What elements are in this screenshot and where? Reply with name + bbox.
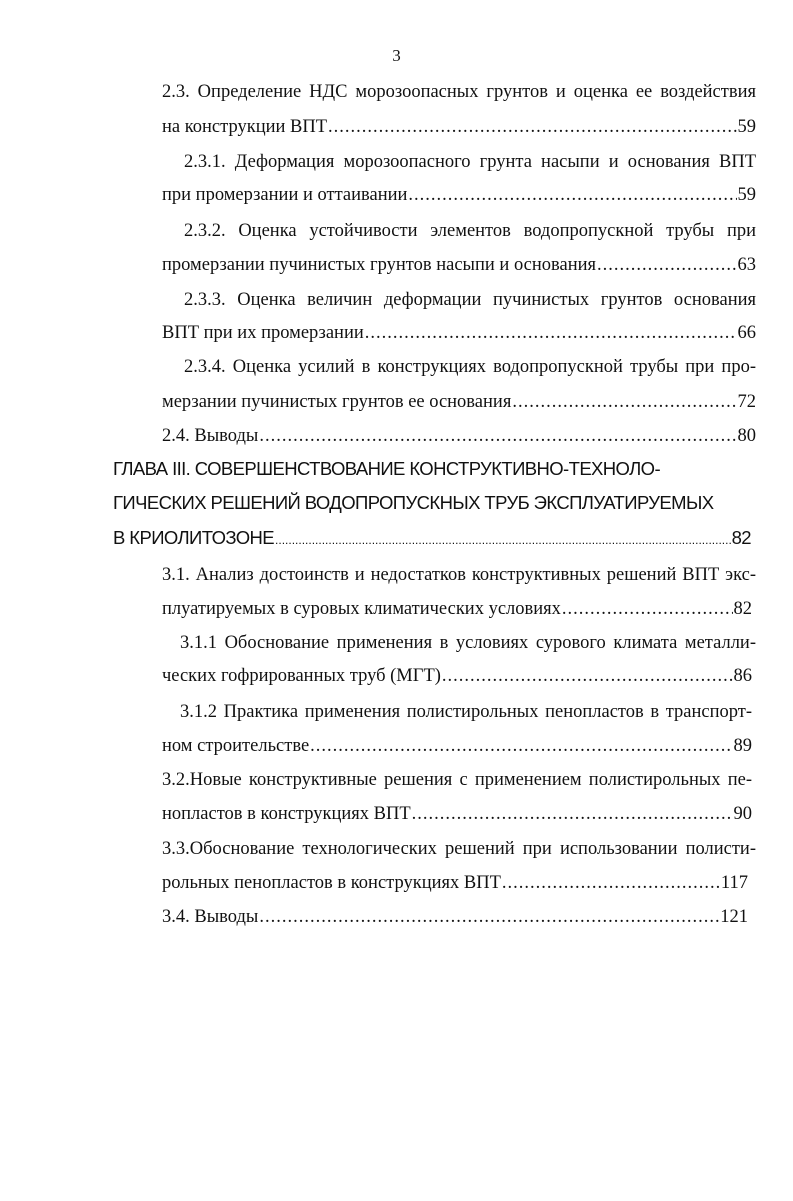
page-number: 3 <box>392 46 401 65</box>
toc-entry-2-3-4-line2 <box>162 390 756 414</box>
toc-entry-text: на конструкции ВПТ <box>162 117 328 137</box>
toc-page-number: 59 <box>737 185 756 205</box>
toc-page-number: 63 <box>737 255 756 275</box>
toc-page-number: 59 <box>737 117 756 137</box>
toc-page-number: 89 <box>733 736 752 756</box>
toc-entry-2-3-4-line1: 2.3.4. Оценка усилий в конструкциях водопропускной трубы при про- <box>184 357 756 377</box>
leader-dots <box>412 802 733 826</box>
toc-entry-2-3-2-line1: 2.3.2. Оценка устойчивости элементов водопропускной трубы при <box>184 221 756 241</box>
toc-entry-text: В КРИОЛИТОЗОНЕ <box>113 527 275 548</box>
toc-entry-text: рольных пенопластов в конструкциях ВПТ <box>162 873 501 893</box>
toc-entry-3-2-line2 <box>162 802 752 826</box>
toc-chapter-3-line2: ГИЧЕСКИХ РЕШЕНИЙ ВОДОПРОПУСКНЫХ ТРУБ ЭКСПЛУАТИРУЕМЫХ <box>113 492 714 513</box>
toc-page-number: 121 <box>720 907 748 927</box>
leader-dots <box>328 115 736 139</box>
toc-page-number: 82 <box>731 527 751 548</box>
toc-entry-3-3-line2 <box>162 871 748 895</box>
toc-entry-2-4 <box>162 424 756 448</box>
toc-page-number: 86 <box>733 666 752 686</box>
toc-entry-text: нопластов в конструкциях ВПТ <box>162 804 411 824</box>
toc-page-number: 66 <box>737 323 756 343</box>
toc-page-number: 82 <box>733 599 752 619</box>
toc-entry-3-1-2-line1: 3.1.2 Практика применения полистирольных пенопластов в транспорт- <box>180 702 752 722</box>
toc-entry-text: ческих гофрированных труб (МГТ) <box>162 666 441 686</box>
toc-entry-3-3-line1: 3.3.Обоснование технологических решений при использовании полисти- <box>162 839 756 859</box>
toc-entry-text: ВПТ при их промерзании <box>162 323 364 343</box>
toc-entry-3-1-2-line2 <box>162 734 752 758</box>
toc-entry-text: при промерзании и оттаивании <box>162 185 408 205</box>
toc-entry-2-3-3-line2 <box>162 321 756 345</box>
leader-dots <box>310 734 732 758</box>
toc-entry-2-3-1-line1: 2.3.1. Деформация морозоопасного грунта насыпи и основания ВПТ <box>184 152 756 172</box>
toc-entry-text: промерзании пучинистых грунтов насыпи и основания <box>162 255 597 275</box>
toc-entry-3-1-1-line2 <box>162 664 752 688</box>
toc-page-number: 90 <box>733 804 752 824</box>
toc-entry-2-3-line1: 2.3. Определение НДС морозоопасных грунтов и оценка ее воздействия <box>162 82 756 102</box>
leader-dots <box>597 253 736 277</box>
leader-dots <box>442 664 733 688</box>
toc-entry-text: 3.4. Выводы <box>162 907 259 927</box>
toc-entry-3-1-line1: 3.1. Анализ достоинств и недостатков конструктивных решений ВПТ экс- <box>162 565 756 585</box>
toc-entry-text: мерзании пучинистых грунтов ее основания <box>162 392 512 412</box>
toc-entry-2-3-3-line1: 2.3.3. Оценка величин деформации пучинистых грунтов основания <box>184 290 756 310</box>
leader-dots <box>259 424 736 448</box>
toc-entry-3-4 <box>162 905 748 929</box>
toc-entry-3-1-line2 <box>162 597 752 621</box>
toc-entry-2-3-line2 <box>162 115 756 139</box>
toc-page-number: 72 <box>737 392 756 412</box>
toc-entry-text: плуатируемых в суровых климатических условиях <box>162 599 561 619</box>
toc-entry-text: ном строительстве <box>162 736 310 756</box>
leader-dots <box>512 390 736 414</box>
leader-dots <box>408 183 736 207</box>
leader-dots <box>275 528 731 552</box>
toc-entry-3-2-line1: 3.2.Новые конструктивные решения с применением полистирольных пе- <box>162 770 752 790</box>
toc-entry-text: 2.4. Выводы <box>162 426 259 446</box>
leader-dots <box>502 871 720 895</box>
leader-dots <box>562 597 733 621</box>
toc-page-number: 117 <box>720 873 748 893</box>
leader-dots <box>365 321 737 345</box>
toc-entry-3-1-1-line1: 3.1.1 Обоснование применения в условиях сурового климата металли- <box>180 633 756 653</box>
toc-entry-2-3-2-line2 <box>162 253 756 277</box>
toc-chapter-3-line3 <box>113 526 751 552</box>
toc-chapter-3-line1: ГЛАВА III. СОВЕРШЕНСТВОВАНИЕ КОНСТРУКТИВНО-ТЕХНОЛО- <box>113 458 661 479</box>
toc-page-number: 80 <box>737 426 756 446</box>
leader-dots <box>259 905 719 929</box>
toc-entry-2-3-1-line2 <box>162 183 756 207</box>
